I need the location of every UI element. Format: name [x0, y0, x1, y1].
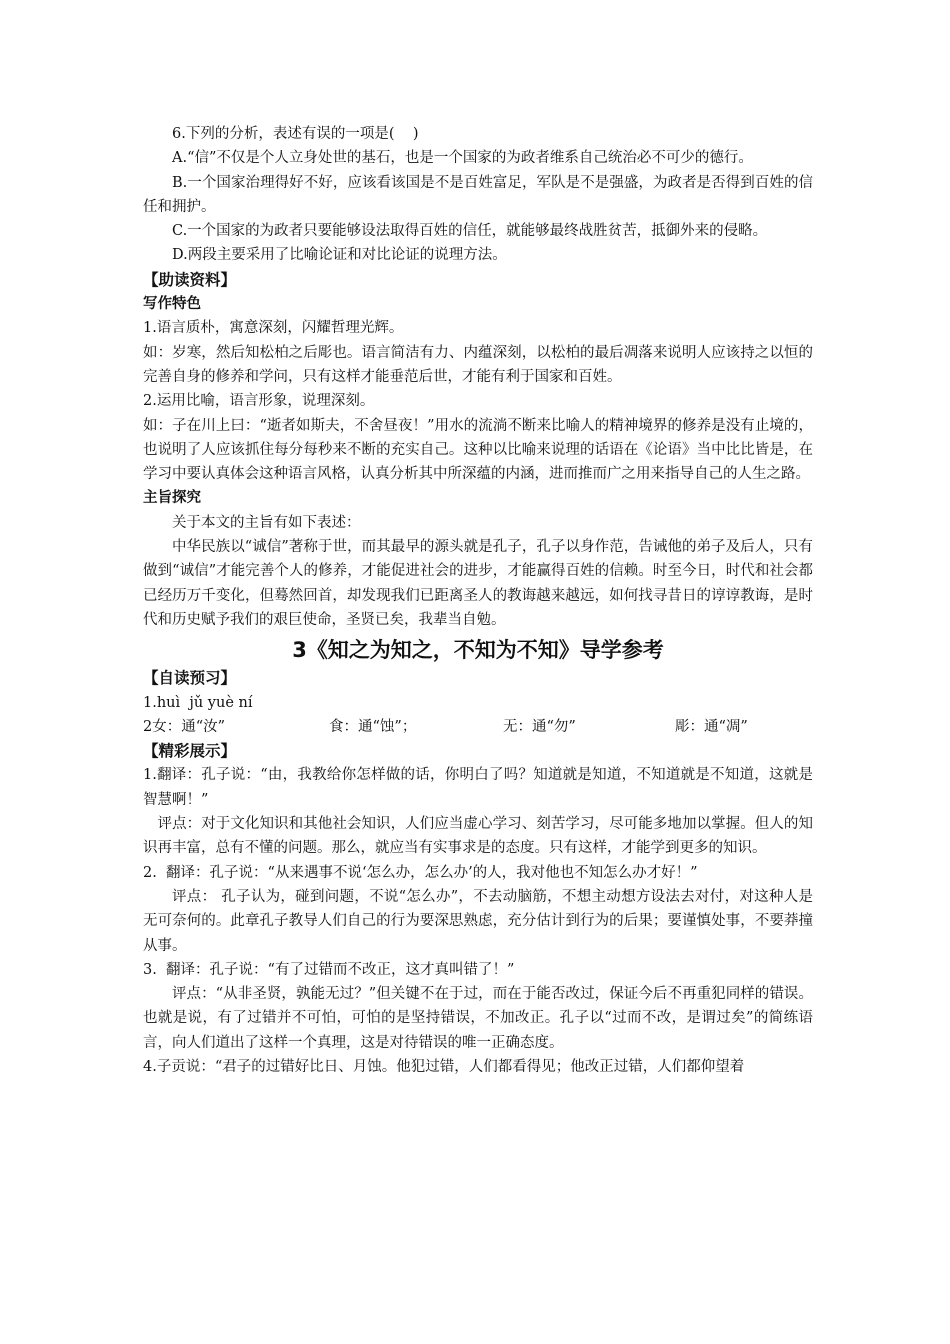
tongjia-item: 彫：通“凋”	[675, 718, 748, 735]
tongjia-item: 2女：通“汝”	[143, 718, 226, 735]
item-1-translation: 1.翻译：孔子说：“由，我教给你怎样做的话，你明白了吗？知道就是知道，不知道就是不知道，这就是智慧啊！”	[143, 767, 813, 808]
item-1-comment: 评点：对于文化知识和其他社会知识，人们应当虚心学习、刻苦学习，尽可能多地加以掌握。但人的知识再丰富，总有不懂的问题。那么，就应当有实事求是的态度。只有这样，才能学到更多的知识。	[143, 816, 813, 857]
theme-intro: 关于本文的主旨有如下表述：	[172, 514, 361, 531]
section-title: 3《知之为知之，不知为不知》导学参考	[292, 638, 664, 663]
item-2-comment: 评点： 孔子认为，碰到问题，不说“怎么办”，不去动脑筋，不想主动想方设法去对付，对这种人是无可奈何的。此章孔子教导人们自己的行为要深思熟虑，充分估计到行为的后果；要谨慎处事，不要莽撞从事。	[143, 888, 813, 954]
tongjia-item: 食：通“蚀”；	[329, 718, 417, 735]
q6-stem: 6.下列的分析，表述有误的一项是( )	[172, 126, 419, 142]
theme-text: 中华民族以“诚信”著称于世，而其最早的源头就是孔子，孔子以身作范，告诫他的弟子及后人，只有做到“诚信”才能完善个人的修养，才能促进社会的进步，才能赢得百姓的信赖。时至今日，时代和社会都已经历万千变化，但蓦然回首，却发现我们已距离圣人的教诲越来越远，如何找寻昔日的谆谆教诲，是时代和历史赋予我们的艰巨使命，圣贤已矣，我辈当自勉。	[143, 539, 813, 628]
features-title: 写作特色	[143, 296, 201, 313]
item-3-translation: 3. 翻译：孔子说：“有了过错而不改正，这才真叫错了！”	[143, 961, 515, 978]
q6-option-d: D.两段主要采用了比喻论证和对比论证的说理方法。	[172, 247, 507, 264]
item-4-text: 4.子贡说：“君子的过错好比日、月蚀。他犯过错，人们都看得见；他改正过错，人们都仰望着	[143, 1058, 745, 1075]
q6-option-a: A.“信”不仅是个人立身处世的基石，也是一个国家的为政者维系自己统治必不可少的德行。	[172, 150, 753, 167]
item-3-comment: 评点：“从非圣贤，孰能无过？”但关键不在于过，而在于能否改过，保证今后不再重犯同样的错误。也就是说，有了过错并不可怕，可怕的是坚持错误，不加改正。孔子以“过而不改，是谓过矣”的简练语言，向人们道出了这样一个真理，这是对待错误的唯一正确态度。	[143, 986, 813, 1051]
pinyin-line: 1.huì jǔ yuè ní	[143, 694, 253, 711]
feature-2: 2.运用比喻，语言形象，说理深刻。	[143, 393, 375, 410]
preview-heading: 【自读预习】	[143, 669, 237, 688]
document-page	[143, 122, 813, 1079]
theme-title: 主旨探究	[143, 490, 201, 507]
show-heading: 【精彩展示】	[143, 742, 237, 761]
q6-option-c: C.一个国家的为政者只要能够设法取得百姓的信任，就能够最终战胜贫苦，抵御外来的侵略。	[172, 223, 768, 240]
item-2-translation: 2. 翻译：孔子说：“从来遇事不说‘怎么办，怎么办’的人，我对他也不知怎么办才好！”	[143, 864, 698, 881]
q6-option-b: B.一个国家治理得好不好，应该看该国是不是百姓富足，军队是不是强盛，为政者是否得到百姓的信任和拥护。	[143, 174, 813, 215]
tongjia-row	[143, 715, 813, 739]
feature-2-example: 如：子在川上曰：“逝者如斯夫，不舍昼夜！”用水的流淌不断来比喻人的精神境界的修养是没有止境的，也说明了人应该抓住每分每秒来不断的充实自己。这种以比喻来说理的话语在《论语》当中比比皆是，在学习中要认真体会这种语言风格，认真分析其中所深蕴的内涵，进而推而广之用来指导自己的人生之路。	[143, 417, 813, 483]
feature-1-example: 如：岁寒，然后知松柏之后彫也。语言简洁有力、内蕴深刻，以松柏的最后凋落来说明人应该持之以恒的完善自身的修养和学问，只有这样才能垂范后世，才能有利于国家和百姓。	[143, 344, 813, 385]
feature-1: 1.语言质朴，寓意深刻，闪耀哲理光辉。	[143, 320, 404, 337]
tongjia-item: 无：通“勿”	[503, 718, 576, 735]
reading-heading: 【助读资料】	[143, 270, 237, 289]
